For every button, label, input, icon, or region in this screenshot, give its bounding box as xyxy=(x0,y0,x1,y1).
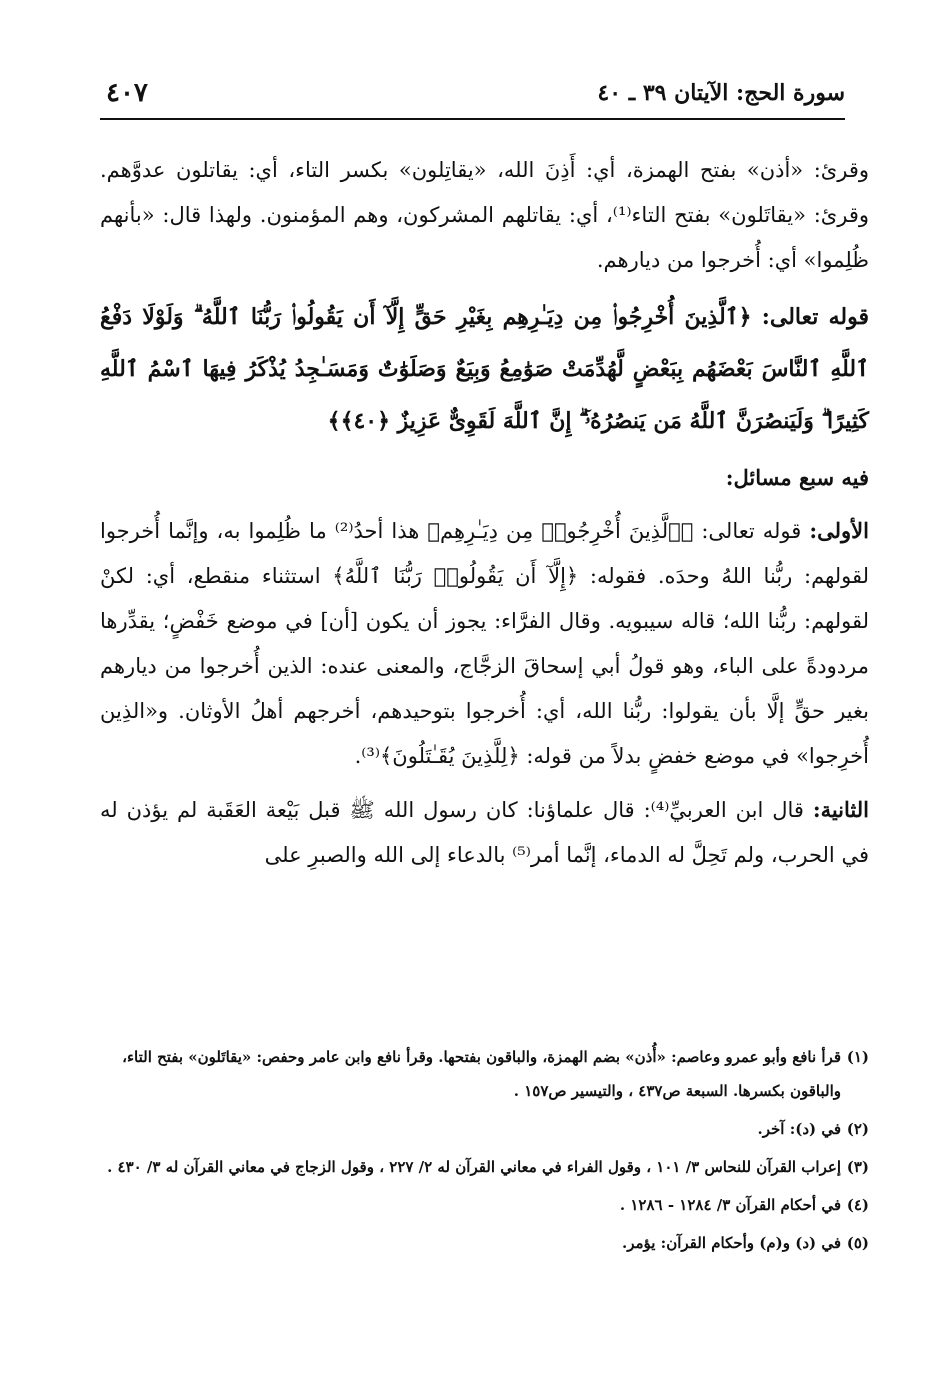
footnote-number: (٣) xyxy=(846,1158,869,1176)
issue-second-text: قال ابن العربيِّ⁽⁴⁾: قال علماؤنا: كان رسول الله ﷺ قبل بَيْعة العَقَبة لم يؤذن له في الحرب، ولم تَحِلَّ له الدماء، إنَّما أمر⁽⁵⁾ بالدعاء إلى الله والصبرِ على xyxy=(100,798,869,867)
verse-lead: قوله تعالى: xyxy=(761,304,869,330)
running-head xyxy=(100,72,845,120)
main-text xyxy=(100,148,869,878)
footnote-number: (٥) xyxy=(846,1234,869,1252)
footnote-number: (٤) xyxy=(846,1196,869,1214)
issues-heading: فيه سبع مسائل: xyxy=(725,465,869,490)
issue-first xyxy=(100,508,869,779)
footnote-number: (٢) xyxy=(846,1120,869,1138)
footnote-number: (١) xyxy=(846,1048,869,1066)
footnote-text: في (د) و(م) وأحكام القرآن: يؤمر. xyxy=(622,1234,841,1252)
footnote-text: إعراب القرآن للنحاس ٣/ ١٠١ ، وقول الفراء في معاني القرآن له ٢/ ٢٢٧ ، وقول الزجاج في معاني القرآن له ٣/ ٤٣٠ . xyxy=(107,1158,841,1176)
footnote xyxy=(100,1150,869,1184)
paragraph-readings: وقرئ: «أذن» بفتح الهمزة، أي: أَذِنَ الله، «يقاتِلون» بكسر التاء، أي: يقاتلون عدوَّهم. وقرئ: «يقاتَلون» بفتح التاء⁽¹⁾، أي: يقاتلهم المشركون، وهم المؤمنون. ولهذا قال: «بأنهم ظُلِموا» أي: أُخرجوا من ديارهم. xyxy=(100,158,869,272)
footnotes xyxy=(100,1040,869,1264)
footnote-text: في (د): آخر. xyxy=(757,1120,841,1138)
verse-block xyxy=(100,291,869,447)
footnote xyxy=(100,1040,869,1108)
running-title: سورة الحج: الآيتان ٣٩ ـ ٤٠ xyxy=(597,80,845,106)
footnote xyxy=(100,1226,869,1260)
verse-text: ﴿ٱلَّذِينَ أُخْرِجُوا۟ مِن دِيَـٰرِهِم بِغَيْرِ حَقٍّ إِلَّآ أَن يَقُولُوا۟ رَبُّنَا ٱللَّهُ ۗ وَلَوْلَا دَفْعُ ٱللَّهِ ٱلنَّاسَ بَعْضَهُم بِبَعْضٍ لَّهُدِّمَتْ صَوَٰمِعُ وَبِيَعٌ وَصَلَوَٰتٌ وَمَسَـٰجِدُ يُذْكَرُ فِيهَا ٱسْمُ ٱللَّهِ كَثِيرًا ۗ وَلَيَنصُرَنَّ ٱللَّهُ مَن يَنصُرُهُۥٓ ۗ إِنَّ ٱللَّهَ لَقَوِىٌّ عَزِيزٌ ﴿٤٠﴾﴾ xyxy=(100,304,869,434)
issue-second-lead: الثانية: xyxy=(812,797,869,822)
issue-first-lead: الأولى: xyxy=(809,518,869,543)
footnote xyxy=(100,1112,869,1146)
page-number: ٤٠٧ xyxy=(106,78,148,108)
footnote xyxy=(100,1188,869,1222)
footnote-text: قرأ نافع وأبو عمرو وعاصم: «أُذن» بضم الهمزة، والباقون بفتحها. وقرأ نافع وابن عامر وحفص: «يقاتَلون» بفتح التاء، والباقون بكسرها. السبعة ص٤٣٧ ، والتيسير ص١٥٧ . xyxy=(122,1048,841,1100)
issue-second xyxy=(100,787,869,878)
footnote-text: في أحكام القرآن ٣/ ١٢٨٤ - ١٢٨٦ . xyxy=(619,1196,841,1214)
issue-first-text: قوله تعالى: ﴿ٱلَّذِينَ أُخْرِجُوا۟ مِن دِيَـٰرِهِم﴾ هذا أحدُ⁽²⁾ ما ظُلِموا به، وإنَّما أُخرجوا لقولهم: ربُّنا اللهُ وحدَه. فقوله: ﴿إِلَّآ أَن يَقُولُوا۟ رَبُّنَا ٱللَّهُ﴾ استثناء منقطع، أي: لكنْ لقولهم: ربُّنا الله؛ قاله سيبويه. وقال الفرَّاء: يجوز أن يكون [أن] في موضع خَفْضٍ؛ يقدِّرها مردودةً على الباء، وهو قولُ أبي إسحاقَ الزجَّاج، والمعنى عنده: الذين أُخرجوا من ديارهم بغير حقٍّ إلَّا بأن يقولوا: ربُّنا الله، أي: أُخرجوا بتوحيدهم، أخرجهم أهلُ الأوثان. و«الذِين أُخرِجوا» في موضع خفضٍ بدلاً من قوله: ﴿لِلَّذِينَ يُقَـٰتَلُونَ﴾⁽³⁾. xyxy=(100,519,869,768)
